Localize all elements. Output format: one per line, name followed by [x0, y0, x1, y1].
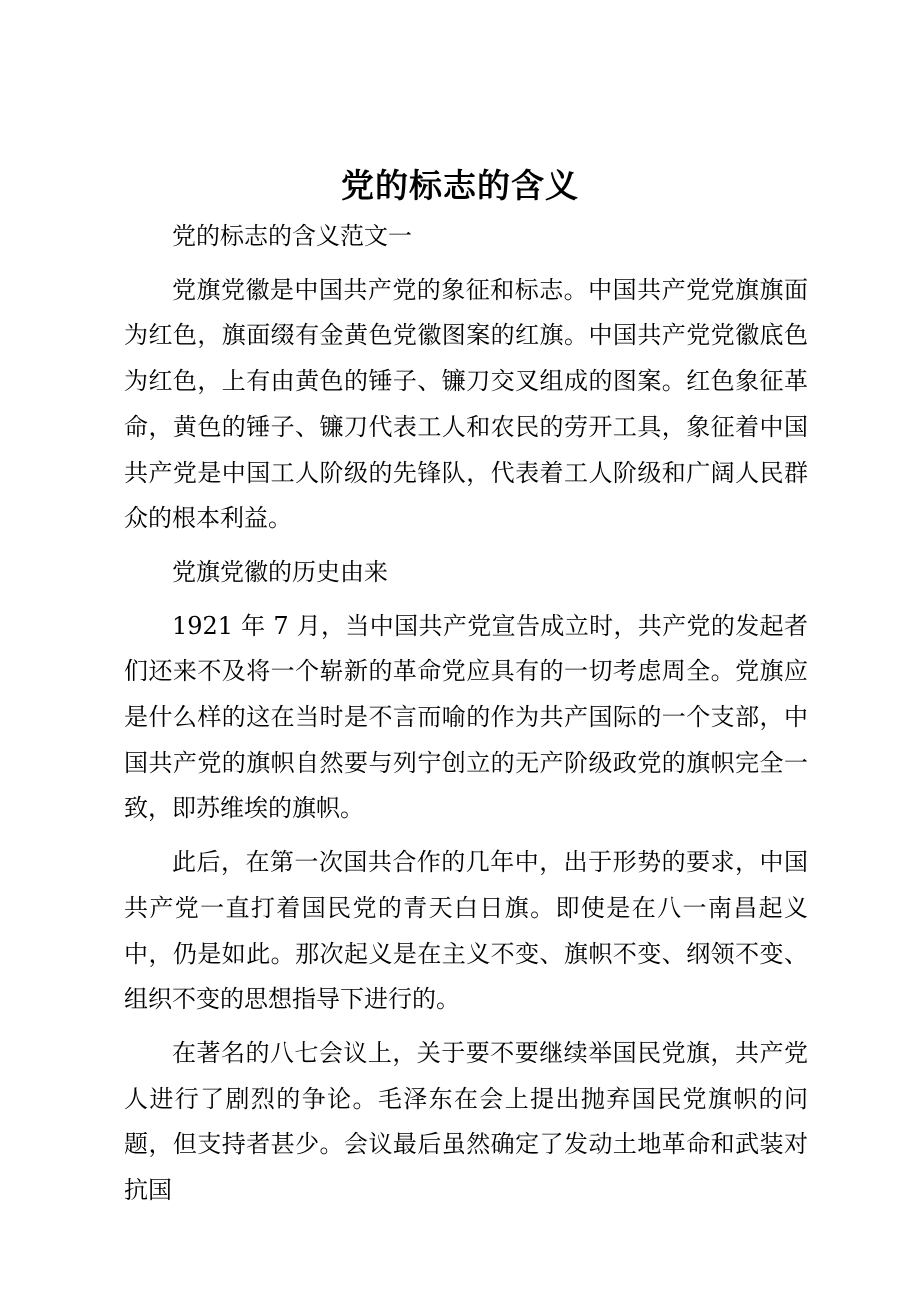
paragraph-flag-emblem: 党旗党徽是中国共产党的象征和标志。中国共产党党旗旗面为红色，旗面缀有金黄色党徽图案的红旗。中国共产党党徽底色为红色，上有由黄色的锤子、镰刀交叉组成的图案。红色象征革命，黄色的锤子、镰刀代表工人和农民的劳开工具，象征着中国共产党是中国工人阶级的先锋队，代表着工人阶级和广阔人民群众的根本利益。 [124, 275, 808, 533]
paragraph-history-heading: 党旗党徽的历史由来 [172, 557, 388, 586]
paragraph-founding-1921: 1921 年 7 月，当中国共产党宣告成立时，共产党的发起者们还来不及将一个崭新的革命党应具有的一切考虑周全。党旗应是什么样的这在当时是不言而喻的作为共产国际的一个支部，中国共产党的旗帜自然要与列宁创立的无产阶级政党的旗帜完全一致，即苏维埃的旗帜。 [124, 611, 808, 823]
paragraph-cooperation: 此后，在第一次国共合作的几年中，出于形势的要求，中国共产党一直打着国民党的青天白日旗。即使是在八一南昌起义中，仍是如此。那次起义是在主义不变、旗帜不变、纲领不变、组织不变的思想指导下进行的。 [124, 848, 808, 1014]
document-body [124, 214, 808, 1214]
paragraph-august-seventh-meeting: 在著名的八七会议上，关于要不要继续举国民党旗，共产党人进行了剧烈的争论。毛泽东在会上提出抛弃国民党旗帜的问题，但支持者甚少。会议最后虽然确定了发动土地革命和武装对抗国 [124, 1038, 808, 1205]
paragraph-subtitle: 党的标志的含义范文一 [172, 222, 412, 250]
document-title: 党的标志的含义 [341, 166, 579, 205]
